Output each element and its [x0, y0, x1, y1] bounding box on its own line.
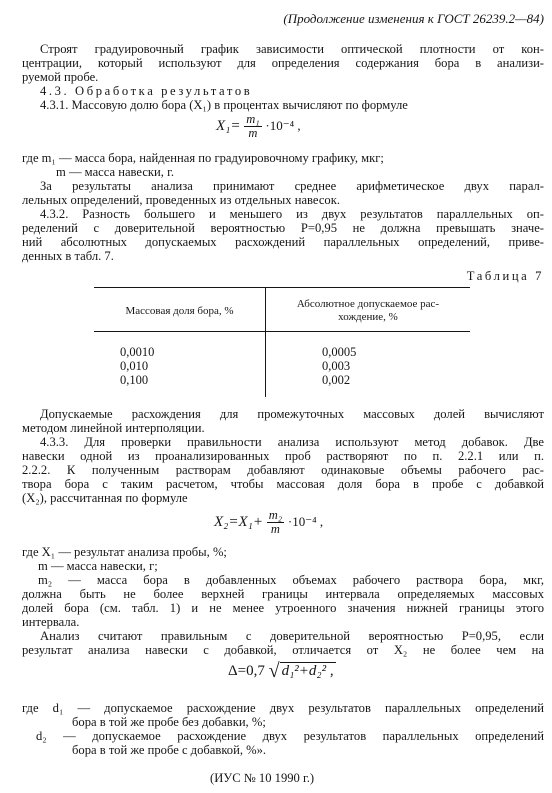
header-col2-line: хождение, %	[338, 310, 398, 323]
formula-fraction	[244, 113, 261, 140]
table-caption: Таблица 7	[466, 269, 544, 283]
paragraph-line: За результаты анализа принимают среднее арифметическое двух парал-	[40, 179, 544, 193]
paragraph-line: Допускаемые расхождения для промежуточных массовых долей вычисляют	[40, 407, 544, 421]
formula-x2	[214, 509, 323, 536]
definition-line: m — масса навески, г;	[38, 559, 158, 573]
definition-line: m₂ — масса бора в добавленных объемах рабочего раствора бора, мкг,	[38, 573, 544, 587]
fraction-numerator: m₂	[268, 508, 283, 522]
paragraph-line: лельных определений, проведенных из отдельных навесок.	[22, 193, 340, 207]
table-header-col1: Массовая доля бора, %	[125, 305, 234, 317]
paragraph-line: твора бора с таким расчетом, чтобы массовая доля бора в пробе с добавкой	[22, 477, 544, 491]
formula-lhs: Δ=0,7	[228, 663, 265, 679]
paragraph-line: руемой пробе.	[22, 70, 99, 84]
table-cell: 0,002	[322, 373, 351, 387]
paragraph-line: 2.2.2. К полученным растворам добавляют одинаковые объемы рабочего рас-	[22, 463, 544, 477]
radicand: d₁²+d₂² ,	[281, 663, 334, 679]
section-431-text: 4.3.1. Массовую долю бора (X₁) в процентах вычисляют по формуле	[40, 98, 408, 112]
paragraph-line: 4.3.3. Для проверки правильности анализа используют метод добавок. Две	[40, 435, 544, 449]
paragraph-line: ний абсолютных допускаемых расхождений параллельных определений, приве-	[22, 235, 544, 249]
table-cell: 0,0010	[120, 345, 155, 359]
footer-note: (ИУС № 10 1990 г.)	[210, 771, 315, 785]
paragraph-line: методом линейной интерполяции.	[22, 421, 205, 435]
fraction-denominator: m	[270, 522, 280, 536]
formula-lhs: X₁=	[216, 117, 241, 134]
definition-line: где m₁ — масса бора, найденная по градуировочному графику, мкг;	[22, 151, 384, 165]
table-top-rule	[94, 287, 470, 288]
paragraph-line: центрации, который используют для определения содержания бора в анализи-	[22, 56, 544, 70]
paragraph-line: денных в табл. 7.	[22, 249, 114, 263]
definition-line: долей бора (см. табл. 1) и не менее утроенного значения нижней границы этого	[22, 601, 544, 615]
paragraph-line: результат анализа навески с добавкой, отличается от X₂ не более чем на	[22, 643, 544, 657]
radical-sign: √	[268, 660, 280, 682]
table-cell: 0,010	[120, 359, 149, 373]
definition-line: бора в той же пробе без добавки, %;	[72, 715, 266, 729]
fraction-denominator: m	[248, 126, 258, 140]
table-header-rule	[94, 331, 470, 332]
table-cell: 0,100	[120, 373, 149, 387]
paragraph-line: 4.3.2. Разность большего и меньшего из двух результатов параллельных оп-	[40, 207, 544, 221]
table-cell: 0,0005	[322, 345, 357, 359]
table-header-col2	[266, 298, 470, 323]
definition-line: m — масса навески, г.	[56, 165, 174, 179]
paragraph-line: (X₂), рассчитанная по формуле	[22, 491, 188, 505]
page-header: (Продолжение изменения к ГОСТ 26239.2—84)	[283, 11, 544, 26]
formula-x1	[216, 113, 301, 140]
definition-line: где d₁ — допускаемое расхождение двух результатов параллельных определений	[22, 701, 544, 715]
definition-line: где X₁ — результат анализа пробы, %;	[22, 545, 227, 559]
formula-lhs: X₂=X₁+	[214, 513, 263, 530]
table-cell: 0,003	[322, 359, 351, 373]
formula-tail: ·10⁻⁴ ,	[287, 513, 324, 529]
fraction-numerator: m₁	[246, 112, 260, 126]
formula-fraction	[267, 509, 284, 536]
definition-line: интервала.	[22, 615, 80, 629]
definition-line: бора в той же пробе с добавкой, %».	[72, 743, 267, 757]
section-heading: 4.3. Обработка результатов	[40, 84, 253, 98]
definition-line: должна быть не более верхней границы интервала определяемых массовых	[22, 587, 544, 601]
paragraph-line: ределений с доверительной вероятностью P=0,95 не должна превышать значе-	[22, 221, 544, 235]
header-col2-line: Абсолютное допускаемое рас-	[296, 298, 440, 310]
paragraph-line: Строят градуировочный график зависимости оптической плотности от кон-	[40, 42, 544, 56]
formula-delta	[228, 660, 336, 682]
definition-line: d₂ — допускаемое расхождение двух результатов параллельных определений	[36, 729, 544, 743]
paragraph-line: навески одной из проанализированных проб растворяют по п. 2.2.1 или п.	[22, 449, 544, 463]
formula-tail: ·10⁻⁴ ,	[265, 117, 301, 133]
paragraph-line: Анализ считают правильным с доверительной вероятностью P=0,95, если	[40, 629, 544, 643]
